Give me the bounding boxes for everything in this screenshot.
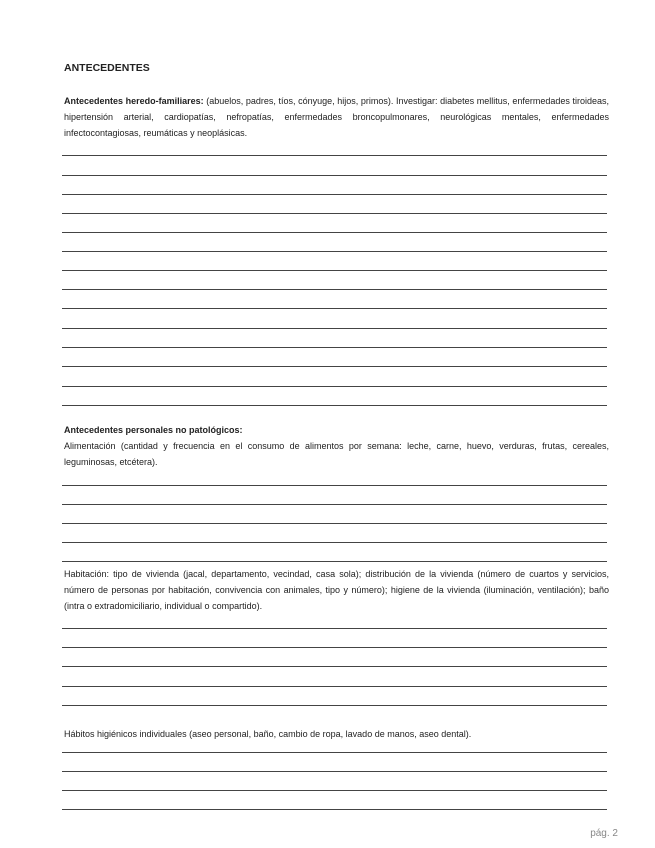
personales-no-patologicos-paragraph bbox=[64, 422, 609, 470]
writing-line[interactable] bbox=[62, 270, 607, 271]
writing-line[interactable] bbox=[62, 523, 607, 524]
writing-line[interactable] bbox=[62, 232, 607, 233]
section-title: ANTECEDENTES bbox=[64, 62, 150, 74]
writing-line[interactable] bbox=[62, 752, 607, 753]
writing-line[interactable] bbox=[62, 175, 607, 176]
writing-line[interactable] bbox=[62, 213, 607, 214]
writing-line[interactable] bbox=[62, 251, 607, 252]
writing-line[interactable] bbox=[62, 561, 607, 562]
writing-line[interactable] bbox=[62, 504, 607, 505]
writing-line[interactable] bbox=[62, 485, 607, 486]
habitacion-paragraph: Habitación: tipo de vivienda (jacal, departamento, vecindad, casa sola); distribución de la vivienda (número de cuartos y servicios, número de personas por habitación, convivencia con animales, tipo y número); higiene de la vivienda (iluminación, ventilación); baño (intra o extradomiciliario, individual o compartido). bbox=[64, 569, 609, 611]
writing-line[interactable] bbox=[62, 809, 607, 810]
writing-line[interactable] bbox=[62, 686, 607, 687]
writing-line[interactable] bbox=[62, 366, 607, 367]
writing-line[interactable] bbox=[62, 155, 607, 156]
personales-no-patologicos-label: Antecedentes personales no patológicos: bbox=[64, 425, 243, 435]
writing-line[interactable] bbox=[62, 771, 607, 772]
writing-line[interactable] bbox=[62, 308, 607, 309]
alimentacion-text: Alimentación (cantidad y frecuencia en el consumo de alimentos por semana: leche, carne, huevo, verduras, frutas, cereales, leguminosas, etcétera). bbox=[64, 441, 609, 467]
habitos-paragraph: Hábitos higiénicos individuales (aseo personal, baño, cambio de ropa, lavado de manos, aseo dental). bbox=[64, 729, 472, 739]
writing-line[interactable] bbox=[62, 405, 607, 406]
writing-line[interactable] bbox=[62, 666, 607, 667]
writing-line[interactable] bbox=[62, 705, 607, 706]
heredo-familiares-label: Antecedentes heredo-familiares: bbox=[64, 96, 204, 106]
writing-line[interactable] bbox=[62, 289, 607, 290]
writing-line[interactable] bbox=[62, 628, 607, 629]
page-number: pág. 2 bbox=[590, 828, 618, 839]
writing-line[interactable] bbox=[62, 647, 607, 648]
writing-line[interactable] bbox=[62, 328, 607, 329]
writing-line[interactable] bbox=[62, 194, 607, 195]
writing-line[interactable] bbox=[62, 542, 607, 543]
heredo-familiares-paragraph bbox=[64, 93, 609, 141]
writing-line[interactable] bbox=[62, 386, 607, 387]
writing-line[interactable] bbox=[62, 347, 607, 348]
writing-line[interactable] bbox=[62, 790, 607, 791]
heredo-familiares-text: (abuelos, padres, tíos, cónyuge, hijos, primos). Investigar: diabetes mellitus, enfermedades tiroideas, hipertensión arterial, cardiopatías, nefropatías, enfermedades broncopulmonares, neurológicas mentales, enfermedades infectocontagiosas, reumáticas y neoplásicas. bbox=[64, 96, 609, 138]
